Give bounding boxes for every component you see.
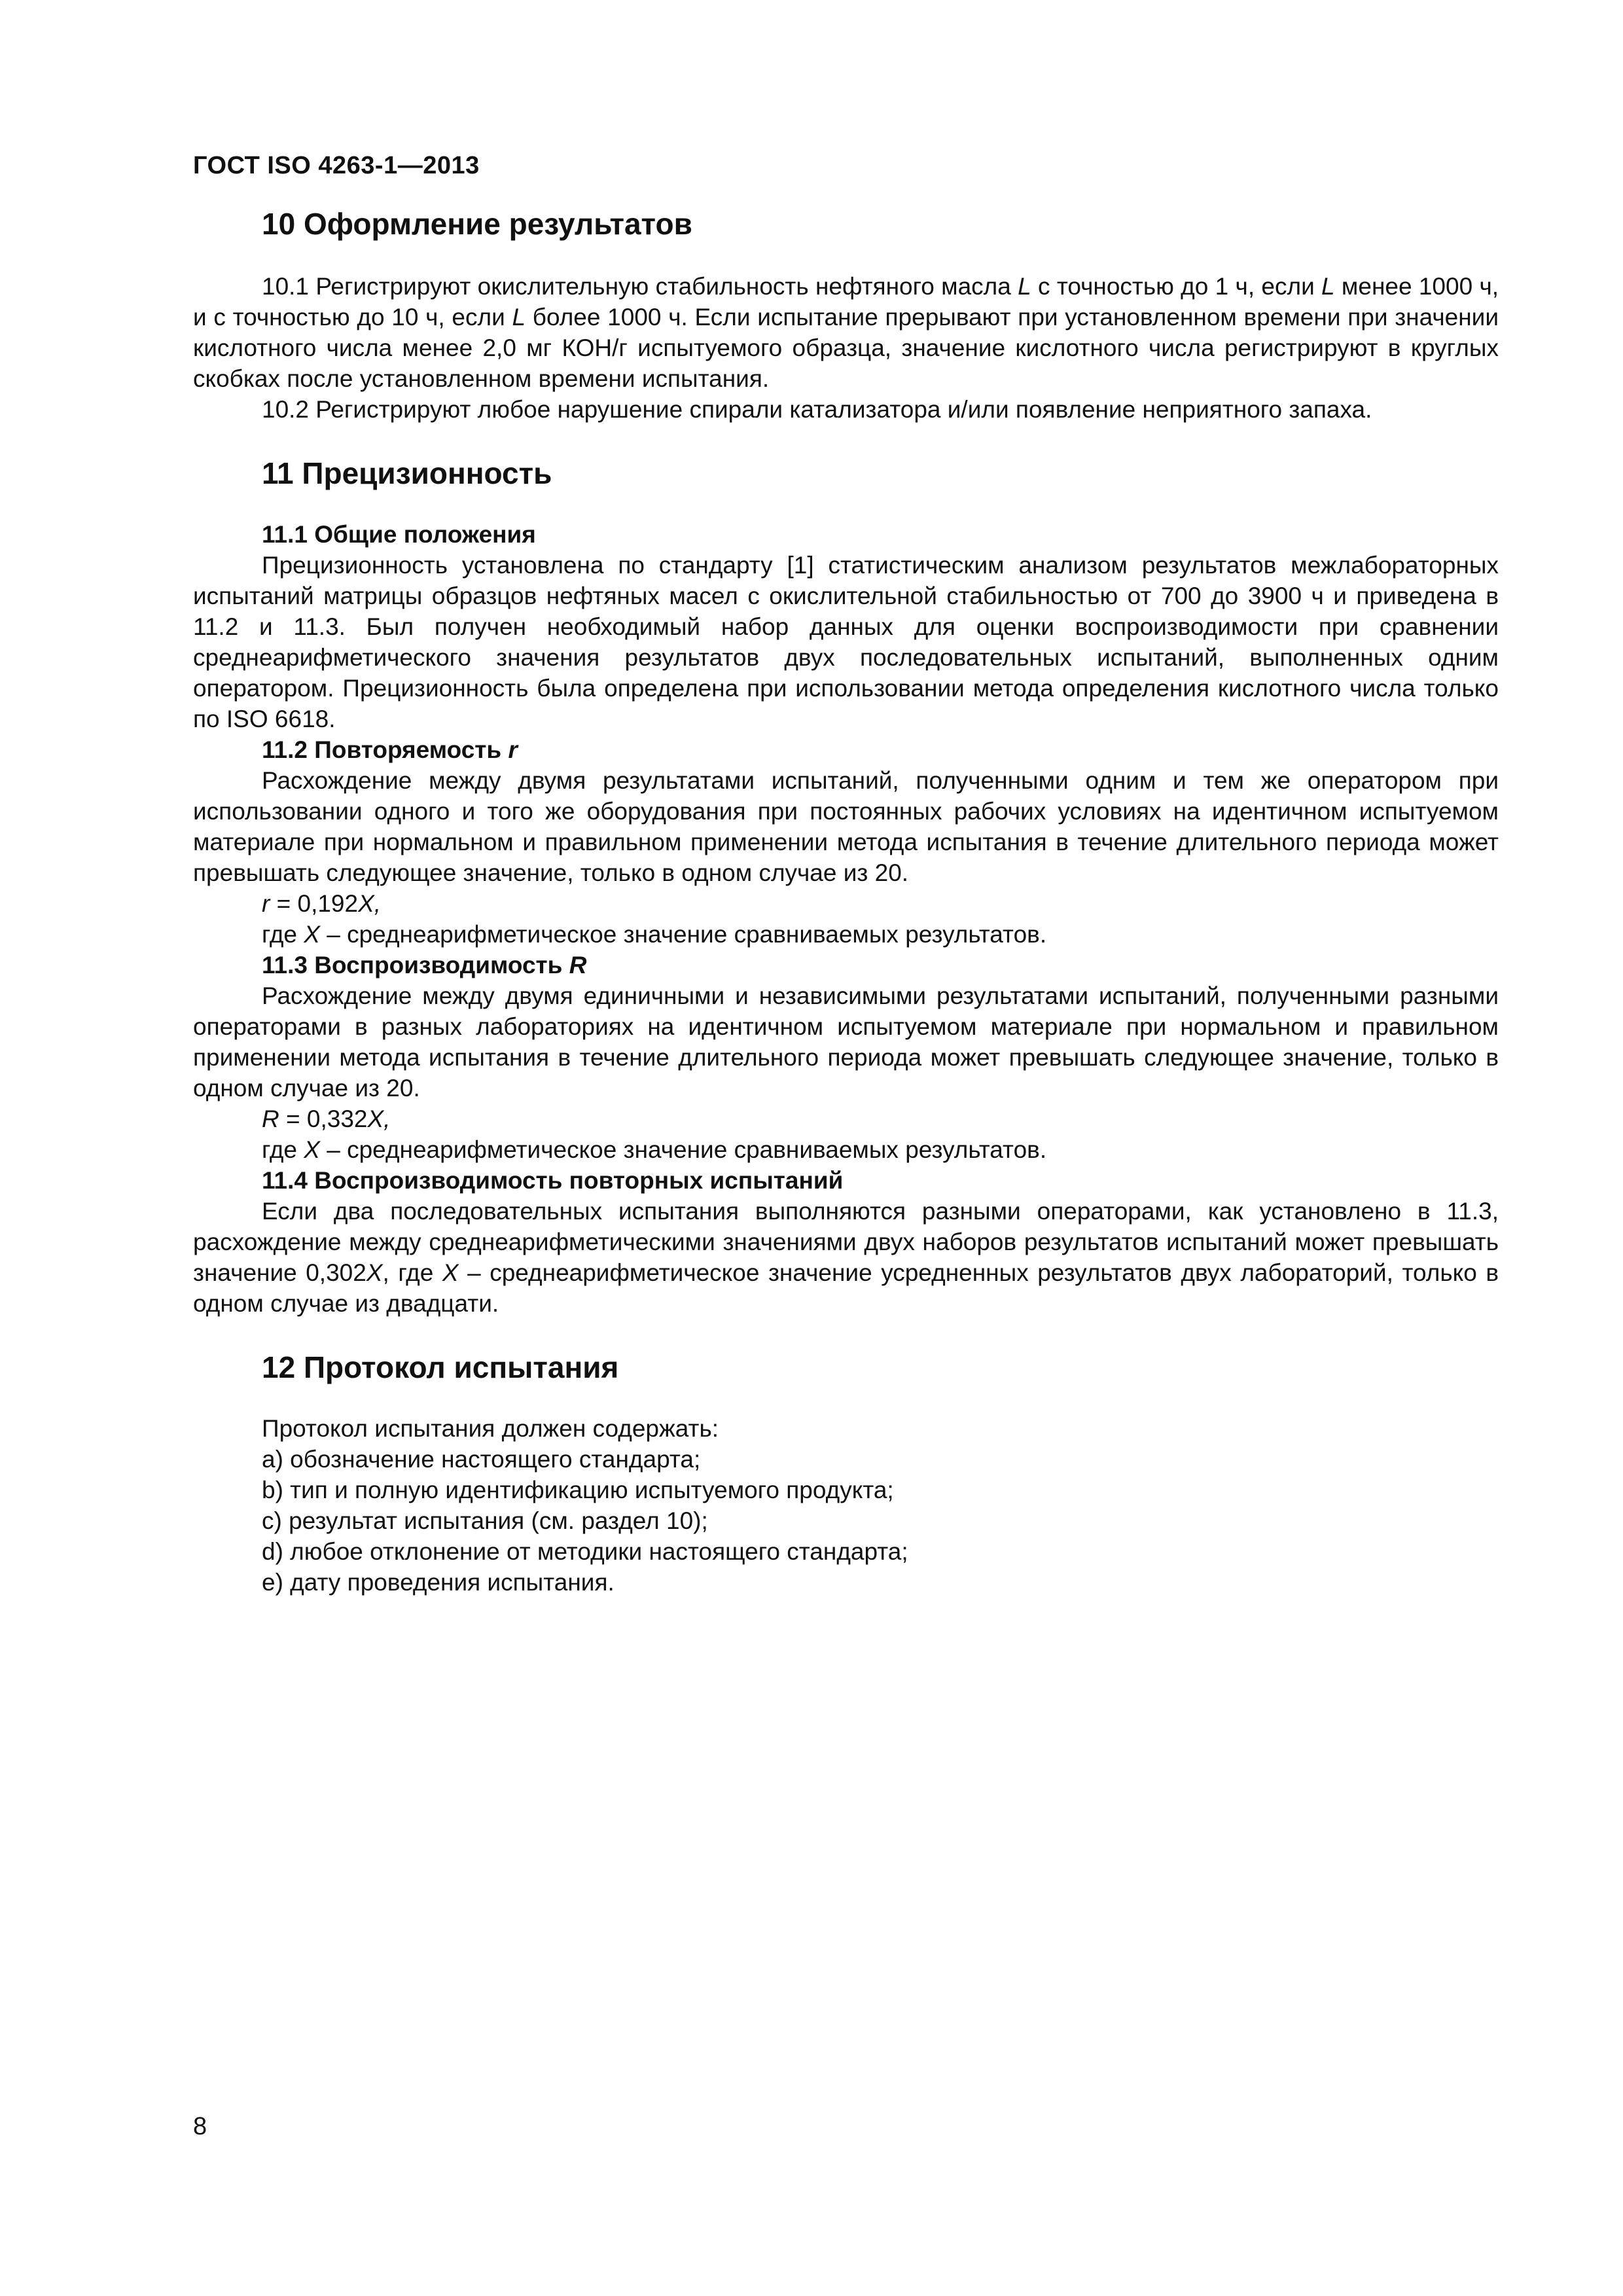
list-item: c) результат испытания (см. раздел 10); [262, 1507, 708, 1534]
formula-repeatability: r = 0,192X, [262, 890, 382, 917]
paragraph-11-1: Прецизионность установлена по стандарту [1] статистическим анализом результатов межлабораторных испытаний матрицы образцов нефтяных масел с окислительной стабильностью от 700 до 3900 ч и приведена в 11.2 и 11.3. Был получен необходимый набор данных для оценки воспроизводимости при сравнении среднеарифметического значения результатов двух последовательных испытаний, выполненных одним оператором. Прецизионность была определена при использовании метода определения кислотного числа только по ISO 6618. [193, 552, 1499, 732]
subsection-11-2-heading: 11.2 Повторяемость r [262, 736, 518, 763]
formula-explanation-11-3: где X – среднеарифметическое значение сравниваемых результатов. [262, 1136, 1047, 1163]
section-11-title: 11 Прецизионность [262, 456, 552, 490]
standard-header: ГОСТ ISO 4263-1—2013 [193, 152, 480, 179]
paragraph-11-4: Если два последовательных испытания выполняются разными операторами, как установлено в 11.3, расхождение между среднеарифметическими значениями двух наборов результатов испытаний может превышать значение 0,302X, где X – среднеарифметическое значение усредненных результатов двух лабораторий, только в одном случае из двадцати. [193, 1198, 1499, 1317]
paragraph-11-3: Расхождение между двумя единичными и независимыми результатами испытаний, полученными разными операторами в разных лабораториях на идентичном испытуемом материале при нормальном и правильном применении метода испытания в течение длительного периода может превышать следующее значение, только в одном случае из 20. [193, 982, 1499, 1102]
subsection-11-3-heading: 11.3 Воспроизводимость R [262, 952, 587, 978]
list-item: b) тип и полную идентификацию испытуемого продукта; [262, 1477, 894, 1503]
page-number: 8 [193, 2113, 207, 2140]
subsection-11-4-heading: 11.4 Воспроизводимость повторных испытаний [262, 1167, 844, 1194]
subsection-11-1-heading: 11.1 Общие положения [262, 521, 536, 548]
paragraph-10-2: 10.2 Регистрируют любое нарушение спирали катализатора и/или появление неприятного запаха. [262, 396, 1372, 423]
list-item: a) обозначение настоящего стандарта; [262, 1446, 701, 1473]
section-12-title: 12 Протокол испытания [262, 1350, 619, 1384]
page-content [193, 196, 1499, 1598]
formula-explanation-11-2: где X – среднеарифметическое значение сравниваемых результатов. [262, 921, 1047, 948]
list-item: e) дату проведения испытания. [262, 1569, 615, 1596]
paragraph-11-2: Расхождение между двумя результатами испытаний, полученными одним и тем же оператором при использовании одного и того же оборудования при постоянных рабочих условиях на идентичном испытуемом материале при нормальном и правильном применении метода испытания в течение длительного периода может превышать следующее значение, только в одном случае из 20. [193, 767, 1499, 886]
formula-reproducibility: R = 0,332X, [262, 1105, 391, 1132]
protocol-intro: Протокол испытания должен содержать: [262, 1415, 719, 1442]
paragraph-10-1: 10.1 Регистрируют окислительную стабильность нефтяного масла L с точностью до 1 ч, если L менее 1000 ч, и с точностью до 10 ч, если L более 1000 ч. Если испытание прерывают при установленном времени при значении кислотного числа менее 2,0 мг КОН/г испытуемого образца, значение кислотного числа регистрируют в круглых скобках после установленном времени испытания. [193, 273, 1499, 392]
section-10-title: 10 Оформление результатов [262, 207, 692, 241]
list-item: d) любое отклонение от методики настоящего стандарта; [262, 1538, 908, 1565]
